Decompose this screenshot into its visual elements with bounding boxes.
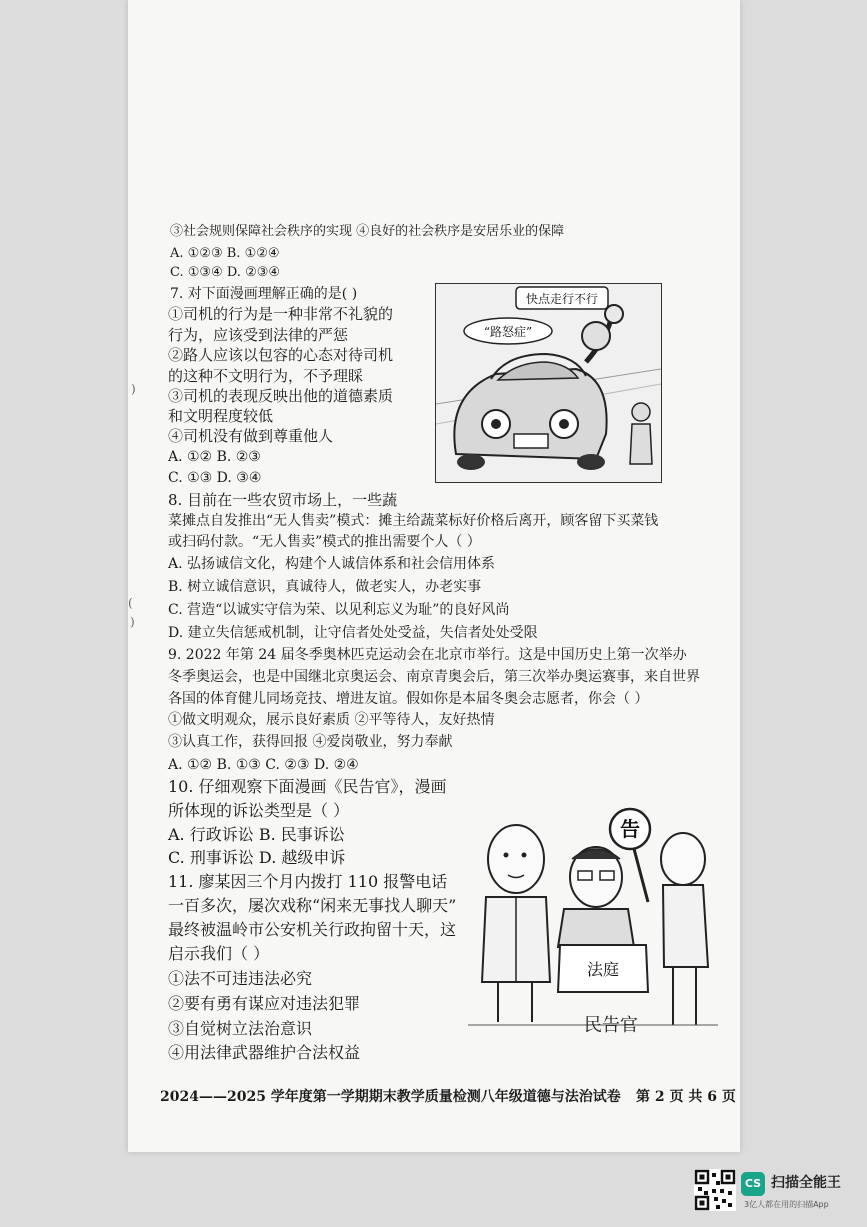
q11-item-1: ①法不可违违法必究: [168, 969, 313, 988]
q7-options-ab: A. ①② B. ②③: [168, 449, 261, 465]
q7-item-1a: ①司机的行为是一种非常不礼貌的: [168, 305, 394, 323]
q7-item-2b: 的这种不文明行为，不予理睬: [168, 367, 364, 385]
exam-title: 2024——2025 学年度第一学期期末教学质量检测八年级道德与法治试卷: [160, 1089, 621, 1105]
camscanner-logo-icon: CS: [741, 1172, 765, 1196]
q9-stem-b: 冬季奥运会，也是中国继北京奥运会、南京青奥会后，第三次举办奥运赛事，来自世界: [168, 669, 700, 685]
q10-stem-a: 10. 仔细观察下面漫画《民告官》，漫画: [168, 777, 447, 796]
q10-options-cd: C. 刑事诉讼 D. 越级申诉: [168, 848, 346, 867]
q9-stem-a: 9. 2022 年第 24 届冬季奥林匹克运动会在北京市举行。这是中国历史上第一次举办: [168, 647, 687, 663]
page-indicator: 第 2 页 共 6 页: [636, 1089, 736, 1105]
q8-stem-a: 8. 目前在一些农贸市场上，一些蔬: [168, 491, 398, 509]
road-rage-badge: “路怒症”: [483, 325, 533, 339]
q7-item-4: ④司机没有做到尊重他人: [168, 427, 334, 445]
qr-code-icon: [694, 1169, 736, 1211]
margin-mark: (: [128, 596, 133, 610]
sue-sign-label: 告: [620, 817, 640, 841]
q9-items-1-2: ①做文明观众，展示良好素质 ②平等待人，友好热情: [168, 712, 495, 728]
q10-options-ab: A. 行政诉讼 B. 民事诉讼: [168, 825, 345, 844]
road-rage-speech: 快点走行不行: [525, 292, 599, 306]
court-desk-label: 法庭: [586, 960, 620, 979]
q7-item-1b: 行为，应该受到法律的严惩: [168, 326, 349, 344]
q7-item-3a: ③司机的表现反映出他的道德素质: [168, 387, 394, 405]
q8-option-a: A. 弘扬诚信文化，构建个人诚信体系和社会信用体系: [168, 556, 496, 572]
q6-options-ab: A. ①②③ B. ①②④: [170, 246, 280, 261]
q8-stem-b: 菜摊点自发推出“无人售卖”模式：摊主给蔬菜标好价格后离开，顾客留下买菜钱: [168, 513, 659, 529]
q6-option-line-3-4: ③社会规则保障社会秩序的实现 ④良好的社会秩序是安居乐业的保障: [170, 224, 565, 239]
q7-item-2a: ②路人应该以包容的心态对待司机: [168, 346, 394, 364]
q9-items-3-4: ③认真工作，获得回报 ④爱岗敬业，努力奉献: [168, 734, 453, 750]
margin-mark: ): [131, 382, 136, 396]
q8-stem-c: 或扫码付款。“无人售卖”模式的推出需要个人（ ）: [168, 534, 481, 550]
q7-stem: 7. 对下面漫画理解正确的是( ): [170, 286, 358, 302]
q10-stem-b: 所体现的诉讼类型是（ ）: [168, 801, 350, 820]
road-rage-cartoon: [435, 283, 662, 483]
cartoon-caption: 民告官: [584, 1015, 638, 1036]
q11-stem-c: 最终被温岭市公安机关行政拘留十天，这: [168, 920, 457, 939]
camscanner-name: 扫描全能王: [771, 1175, 841, 1191]
q9-stem-c: 各国的体育健儿同场竞技、增进友谊。假如你是本届冬奥会志愿者，你会（ ）: [168, 691, 649, 707]
citizen-sues-official-cartoon: [468, 797, 718, 1047]
q11-stem-d: 启示我们（ ）: [168, 944, 270, 963]
q6-options-cd: C. ①③④ D. ②③④: [170, 265, 281, 280]
q8-option-b: B. 树立诚信意识，真诚待人，做老实人，办老实事: [168, 579, 482, 595]
q11-stem-a: 11. 廖某因三个月内拨打 110 报警电话: [168, 872, 448, 891]
camscanner-tagline: 3亿人都在用的扫描App: [744, 1200, 829, 1209]
q11-item-3: ③自觉树立法治意识: [168, 1019, 313, 1038]
q7-item-3b: 和文明程度较低: [168, 407, 274, 425]
q9-options: A. ①② B. ①③ C. ②③ D. ②④: [168, 757, 359, 773]
q11-item-4: ④用法律武器维护合法权益: [168, 1043, 361, 1062]
q8-option-d: D. 建立失信惩戒机制，让守信者处处受益，失信者处处受限: [168, 625, 538, 641]
q8-option-c: C. 营造“以诚实守信为荣、以见利忘义为耻”的良好风尚: [168, 602, 510, 618]
margin-mark: ): [130, 615, 135, 629]
q11-item-2: ②要有勇有谋应对违法犯罪: [168, 994, 361, 1013]
q7-options-cd: C. ①③ D. ③④: [168, 470, 262, 486]
q11-stem-b: 一百多次，屡次戏称“闲来无事找人聊天”: [168, 896, 457, 915]
